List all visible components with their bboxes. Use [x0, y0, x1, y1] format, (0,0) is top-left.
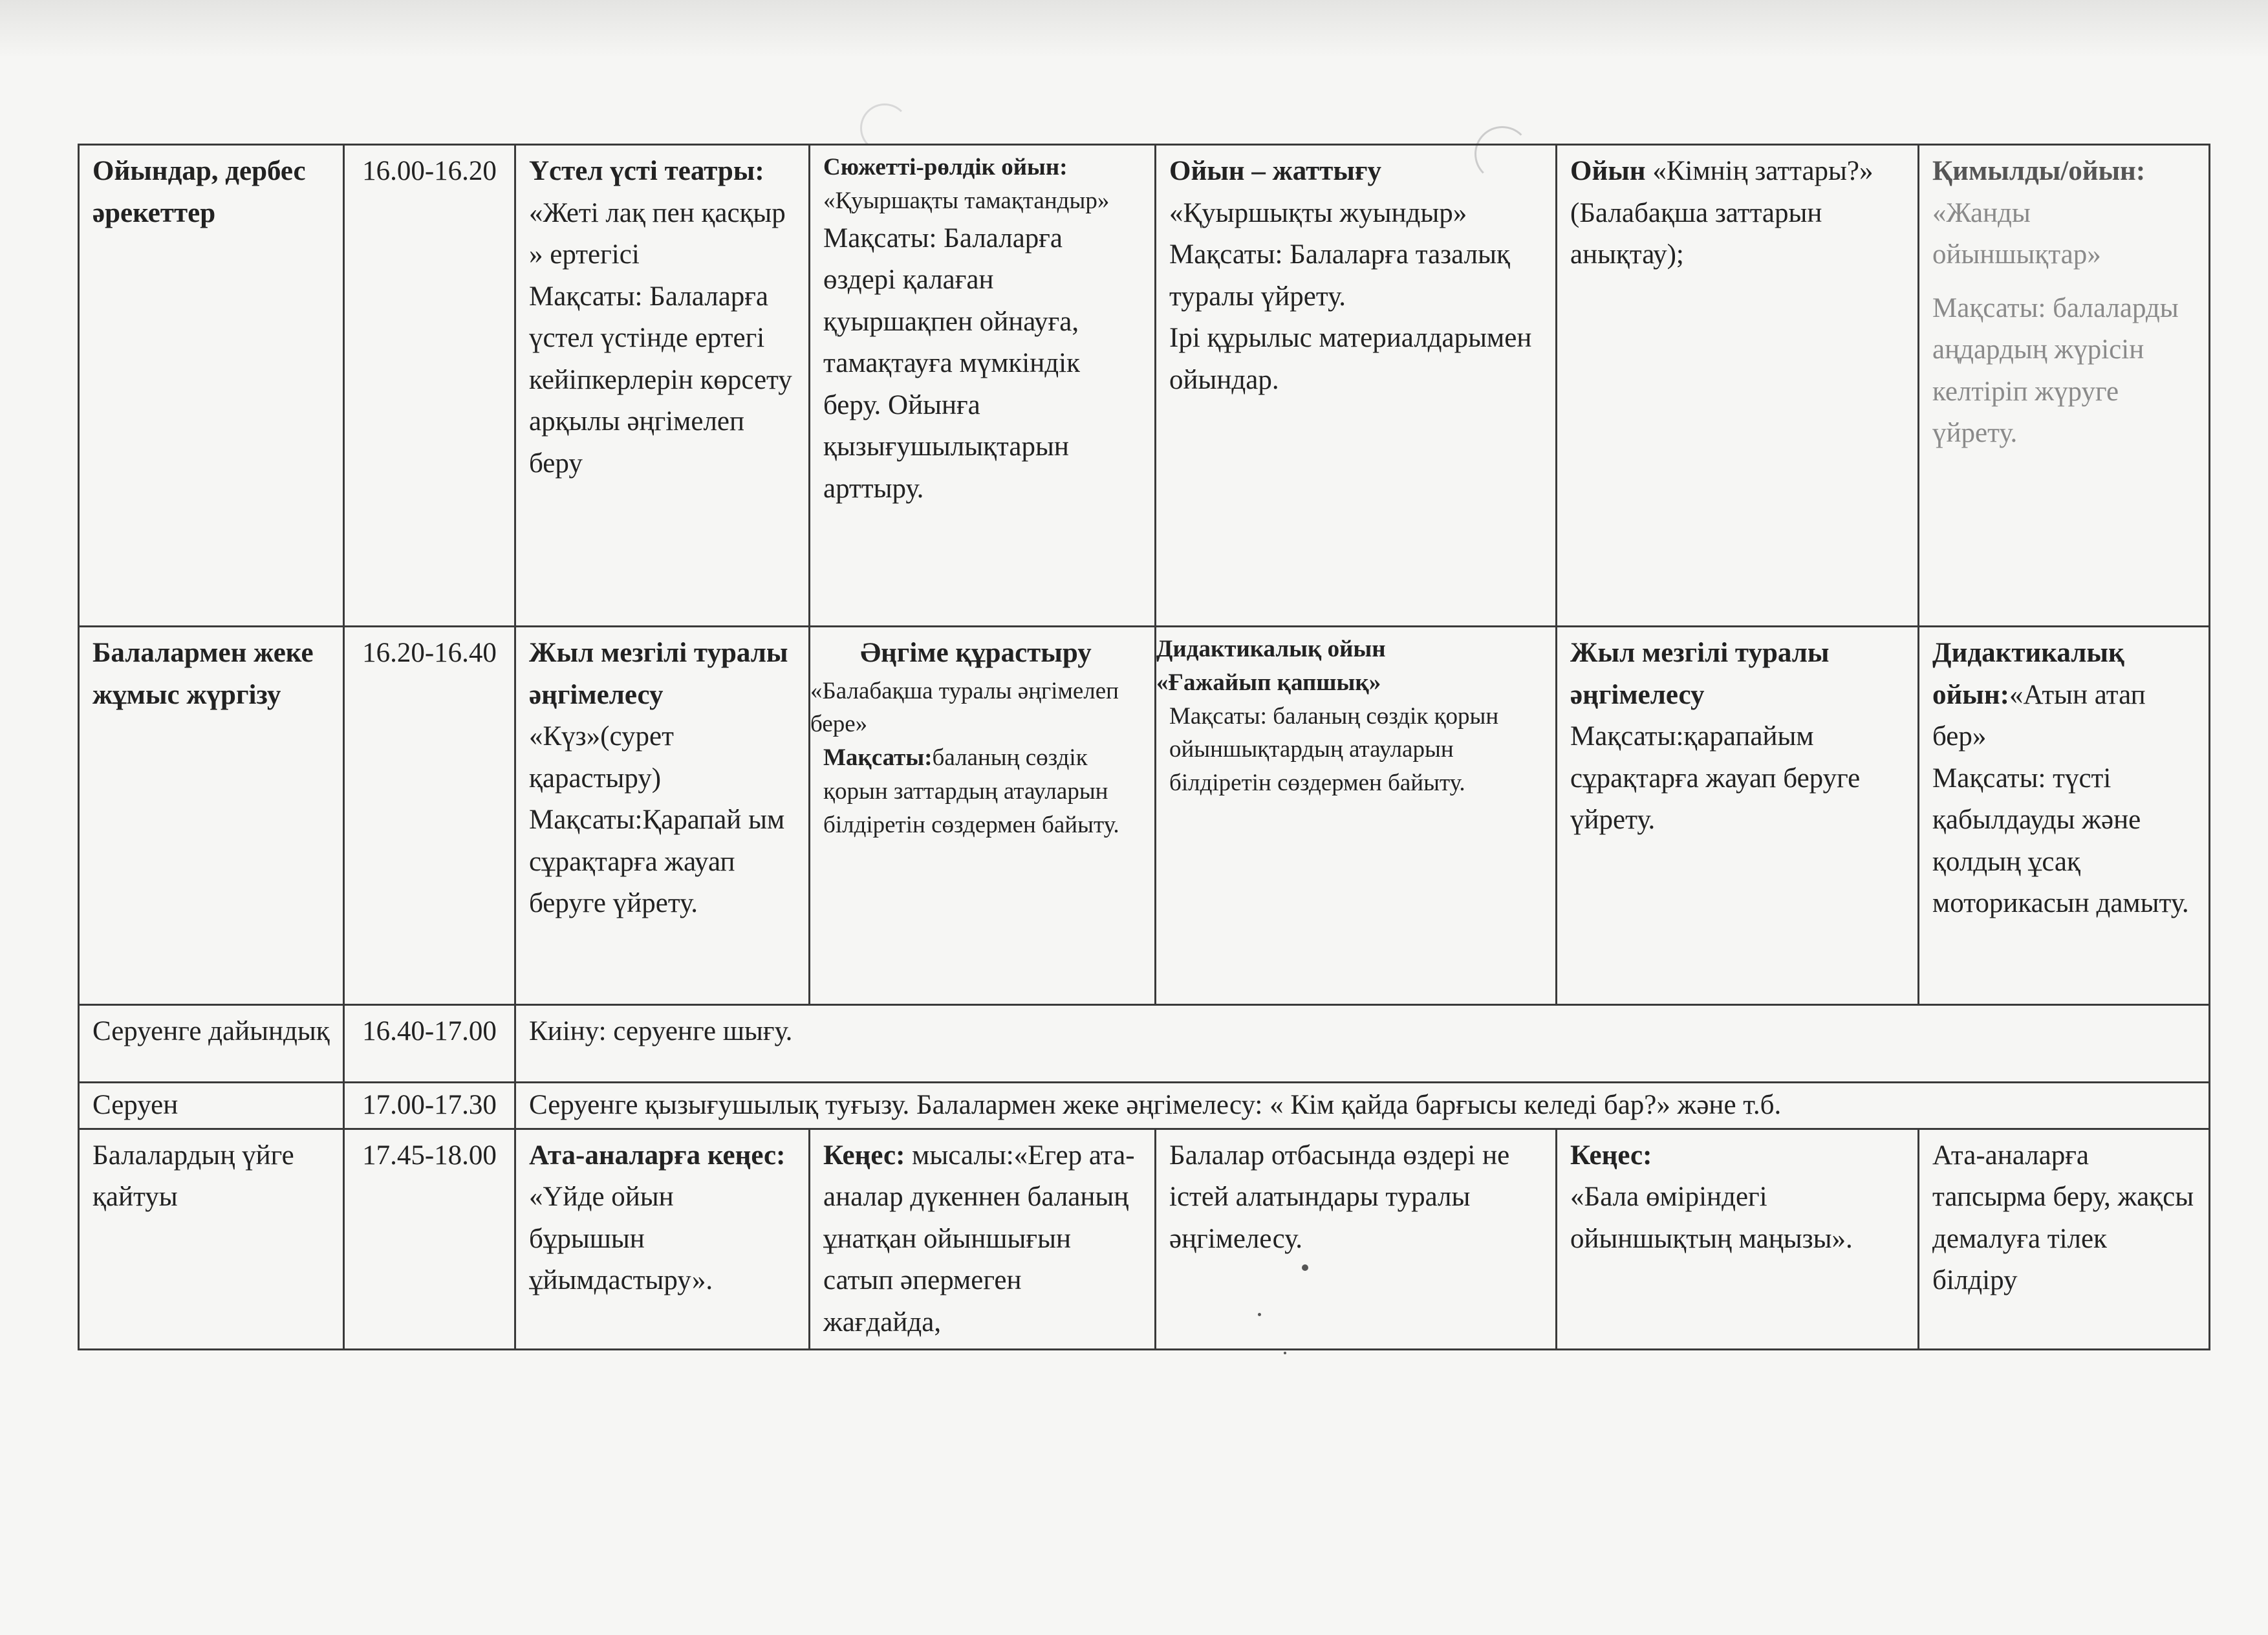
cell-text: Мақсаты: баланың сөздік қорын ойыншықтардың атауларын білдіретін сөздермен байыту. [1169, 702, 1499, 797]
activity-cell [515, 1129, 810, 1350]
row-time: 16.20-16.40 [344, 627, 515, 1005]
daily-plan-table [78, 144, 2210, 1350]
cell-text: мысалы:«Егер ата-аналар дүкеннен баланың ұнатқан ойыншығын сатып әпермеген жағдайда, [823, 1140, 1135, 1337]
activity-cell [1919, 627, 2210, 1005]
cell-text: «Қуыршақты тамақтандыр» [823, 187, 1110, 214]
activity-cell [810, 1129, 1156, 1350]
cell-text: Ірі құрылыс материалдарымен ойындар. [1169, 323, 1532, 395]
activity-cell [515, 145, 810, 627]
cell-title: Дидактикалық ойын [1156, 636, 1386, 662]
activity-cell [810, 145, 1156, 627]
cell-title: Дидактикалық ойын: [1932, 638, 2124, 710]
activity-cell: Серуенге қызығушылық туғызу. Балалармен жеке әңгімелесу: « Кім қайда барғысы келеді бар?» және т.б. [515, 1083, 2210, 1129]
cell-title: Жыл мезгілі туралы әңгімелесу [529, 638, 788, 710]
row-time: 16.00-16.20 [344, 145, 515, 627]
row-label: Балалармен жеке жұмыс жүргізу [79, 627, 344, 1005]
activity-cell [515, 627, 810, 1005]
cell-text: «Үйде ойын бұрышын ұйымдастыру». [529, 1182, 713, 1295]
cell-title: Үстел үсті театры: [529, 156, 764, 186]
cell-text: Мақсаты: Балаларға өздері қалаған қуыршақпен ойнауға, тамақтауға мүмкіндік беру. Ойынға қызығушылықтарын арттыру. [823, 222, 1080, 504]
cell-text: Мақсаты: Балаларға үстел үстінде ертегі кейіпкерлерін көрсету арқылы әңгімелеп беру [529, 281, 792, 479]
cell-text: «Жанды ойыншықтар» [1932, 197, 2101, 270]
row-time: 17.45-18.00 [344, 1129, 515, 1350]
cell-text: «Кімнің заттары?» (Балабақша заттарын анықтау); [1570, 156, 1874, 270]
scan-edge [0, 0, 2268, 58]
table-row [79, 1129, 2210, 1350]
row-label: Серуен [79, 1083, 344, 1129]
cell-title: Ата-аналарға кеңес: [529, 1140, 786, 1171]
scan-speck [1284, 1352, 1286, 1354]
cell-title: Сюжетті-рөлдік ойын: [823, 154, 1068, 180]
activity-cell [1557, 145, 1919, 627]
activity-cell [1919, 145, 2210, 627]
table-row [79, 1083, 2210, 1129]
row-label: Серуенге дайындық [79, 1005, 344, 1083]
cell-text: Мақсаты: [823, 744, 933, 772]
cell-text: Мақсаты:қарапайым сұрақтарға жауап беруге үйрету. [1570, 721, 1861, 835]
cell-text: Мақсаты: түсті қабылдауды және қолдың ұсақ моторикасын дамыту. [1932, 763, 2189, 918]
row-time: 17.00-17.30 [344, 1083, 515, 1129]
row-label: Ойындар, дербес әрекеттер [79, 145, 344, 627]
cell-text: «Күз»(сурет қарастыру) [529, 721, 674, 794]
cell-title: Жыл мезгілі туралы әңгімелесу [1570, 638, 1830, 710]
scan-speck [1302, 1264, 1308, 1271]
cell-text: Мақсаты: балаларды аңдардың жүрісін келтіріп жүруге үйрету. [1932, 292, 2179, 448]
cell-text: Мақсаты:Қарапай ым сұрақтарға жауап беруге үйрету. [529, 805, 785, 918]
row-time: 16.40-17.00 [344, 1005, 515, 1083]
cell-title: Кеңес: [823, 1140, 905, 1171]
table-row [79, 627, 2210, 1005]
activity-cell [1557, 1129, 1919, 1350]
cell-text: Ата-аналарға тапсырма беру, жақсы демалуға тілек білдіру [1932, 1140, 2194, 1295]
cell-title: «Ғажайып қапшық» [1156, 669, 1381, 696]
activity-cell [1156, 627, 1557, 1005]
activity-cell: Киіну: серуенге шығу. [515, 1005, 2210, 1083]
activity-cell [810, 627, 1156, 1005]
activity-cell [1919, 1129, 2210, 1350]
cell-title: Ойын – жаттығу [1169, 156, 1381, 186]
cell-text: «Жеті лақ пен қасқыр » ертегісі [529, 197, 786, 270]
activity-cell [1557, 627, 1919, 1005]
table-row [79, 145, 2210, 627]
activity-cell [1156, 1129, 1557, 1350]
cell-text: «Атын атап бер» [1932, 679, 2146, 752]
activity-cell [1156, 145, 1557, 627]
cell-text: баланың сөздік қорын заттардың атауларын білдіретін сөздермен байыту. [823, 744, 1119, 838]
cell-text: «Балабақша туралы әңгімелеп бере» [810, 677, 1119, 738]
cell-title: Әңгіме құрастыру [860, 638, 1092, 668]
cell-title: Ойын [1570, 156, 1646, 186]
cell-text: Мақсаты: Балаларға тазалық туралы үйрету. [1169, 239, 1510, 312]
row-label: Балалардың үйге қайтуы [79, 1129, 344, 1350]
cell-text: Балалар отбасында өздері не істей алатындары туралы әңгімелесу. [1169, 1140, 1510, 1254]
cell-title: Қимылды/ойын: [1932, 156, 2146, 186]
cell-text: «Бала өміріндегі ойыншықтың маңызы». [1570, 1182, 1853, 1254]
cell-title: Кеңес: [1570, 1140, 1652, 1171]
scan-speck [1258, 1313, 1261, 1316]
table-row [79, 1005, 2210, 1083]
cell-text: «Қуыршықты жуындыр» [1169, 197, 1467, 228]
